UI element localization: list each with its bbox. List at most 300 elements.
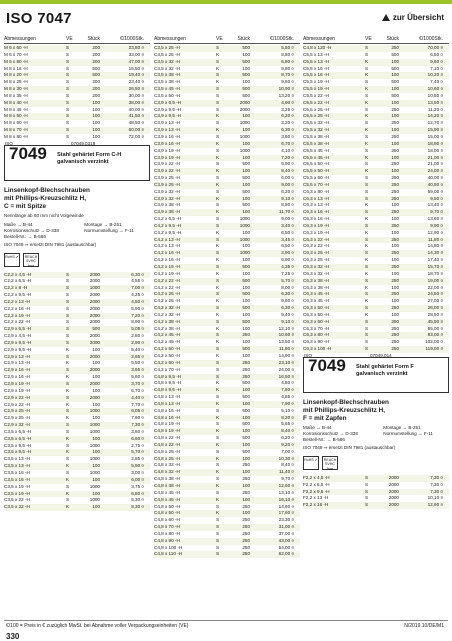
- cell-dims: C2,9 x 9,5 -H: [4, 346, 32, 352]
- cell-qty: 250: [242, 503, 250, 509]
- cell-ve: S: [365, 495, 369, 501]
- cell-price: 2,75 ¤: [131, 442, 144, 448]
- cell-dims: C6,3 x 13 -H: [303, 202, 329, 208]
- header-qty: Stück: [87, 36, 100, 42]
- table-row: [4, 449, 150, 456]
- table-row: [154, 401, 300, 408]
- cell-ve: K: [216, 325, 220, 331]
- cell-dims: C4,8 x 9,5 -H: [154, 380, 182, 386]
- table-row: [303, 346, 449, 353]
- reach-badge: REACH SVHC free: [24, 254, 38, 268]
- ref-link[interactable]: Maße → B-44: [303, 424, 332, 430]
- cell-ve: S: [216, 366, 220, 372]
- cell-dims: C3,9 x 19 -H: [154, 147, 180, 153]
- cell-qty: 2000: [89, 394, 100, 400]
- cell-qty: 500: [242, 421, 250, 427]
- cell-dims: C4,2 x 38 -H: [154, 318, 180, 324]
- header-dims: Abmessungen: [4, 36, 36, 42]
- cell-qty: 1000: [89, 428, 100, 434]
- cell-ve: S: [365, 236, 369, 242]
- cell-dims: F2,2 x 4,5 -H: [303, 474, 330, 480]
- cell-qty: 250: [391, 106, 399, 112]
- table-row: [303, 223, 449, 230]
- cell-qty: 100: [391, 257, 399, 263]
- cell-ve: K: [216, 229, 220, 235]
- cell-ve: S: [66, 79, 70, 85]
- cell-dims: C5,5 x 13 -H: [303, 51, 329, 57]
- cell-ve: K: [365, 270, 369, 276]
- cell-dims: C3,9 x 25 -H: [154, 181, 180, 187]
- cell-ve: S: [216, 202, 220, 208]
- cell-qty: 100: [391, 168, 399, 174]
- cell-dims: C6,3 x 32 -H: [303, 264, 329, 269]
- cell-price: 6,20 ¤: [281, 435, 294, 441]
- cell-price: 24,00 ¤: [278, 366, 294, 372]
- cell-ve: S: [66, 133, 70, 139]
- cell-ve: S: [216, 305, 220, 311]
- cell-dims: C3,5 x 50 -H: [154, 92, 180, 98]
- cell-dims: C2,9 x 25 -H: [4, 408, 30, 414]
- cell-qty: 100: [242, 168, 250, 174]
- cell-qty: 250: [391, 264, 399, 269]
- cell-ve: K: [216, 441, 220, 447]
- cell-dims: C4,2 x 50 -H: [154, 346, 180, 352]
- cell-ve: S: [216, 175, 220, 181]
- ref-link[interactable]: → B-566: [326, 436, 345, 442]
- cell-price: 3,45 ¤: [281, 236, 294, 242]
- cell-dims: C3,9 x 32 -H: [154, 195, 180, 201]
- cell-qty: 250: [242, 530, 250, 536]
- table-row: [4, 93, 150, 100]
- table-row: [303, 271, 449, 278]
- cell-dims: M 8 x 80 -H: [4, 133, 28, 139]
- cell-price: 11,80 ¤: [428, 236, 443, 242]
- cell-dims: C4,2 x 9,5 -H: [154, 222, 182, 228]
- cell-price: 18,70 ¤: [427, 270, 443, 276]
- cell-ve: K: [216, 352, 220, 358]
- cell-qty: 100: [242, 209, 250, 215]
- footer-divider: [4, 620, 448, 621]
- cell-ve: S: [365, 161, 369, 167]
- cell-dims: C3,5 x 13 -H: [4, 456, 30, 462]
- cell-qty: 500: [242, 394, 250, 400]
- cell-dims: C2,2 x 22 -H: [4, 319, 30, 325]
- table-row: [154, 483, 300, 490]
- header-price: €/1000Stk.: [419, 36, 443, 42]
- cell-ve: S: [66, 394, 70, 400]
- table-row: [154, 476, 300, 483]
- cell-price: 5,90 ¤: [131, 463, 144, 469]
- cell-qty: 100: [92, 127, 100, 133]
- cell-price: 48,50 ¤: [128, 120, 144, 126]
- table-row: [4, 292, 150, 299]
- cell-price: 26,00 ¤: [427, 305, 443, 311]
- table-row: [4, 86, 150, 93]
- product-box: [303, 352, 449, 393]
- table-row: [4, 470, 150, 477]
- table-row: [154, 285, 300, 292]
- cell-ve: S: [66, 72, 70, 78]
- cell-dims: C5,5 x 70 -H: [303, 181, 329, 187]
- cell-qty: 100: [242, 441, 250, 447]
- cell-dims: C2,9 x 22 -H: [4, 394, 30, 400]
- cell-ve: K: [216, 380, 220, 386]
- cell-dims: C3,9 x 16 -H: [154, 140, 180, 146]
- table-row: [303, 79, 449, 86]
- cell-dims: C3,5 x 16 -H: [4, 476, 30, 482]
- rohs-badge: RoHS ✔: [303, 456, 319, 470]
- table-row: [154, 223, 300, 230]
- cell-price: 119,00 ¤: [425, 346, 443, 352]
- cell-qty: 2000: [89, 312, 100, 318]
- cell-dims: C4,8 x 13 -H: [154, 400, 180, 406]
- cell-price: 12,90 ¤: [427, 229, 443, 235]
- cell-ve: S: [66, 456, 70, 462]
- cell-dims: C4,2 x 6,5 -H: [154, 216, 182, 222]
- cell-qty: 500: [92, 326, 100, 332]
- cell-dims: C2,9 x 19 -H: [4, 387, 30, 393]
- cell-price: 6,50 ¤: [430, 51, 443, 57]
- cell-qty: 250: [391, 222, 399, 228]
- cell-price: 11,40 ¤: [279, 469, 294, 475]
- cell-qty: 250: [391, 291, 399, 297]
- cell-price: 6,70 ¤: [131, 387, 144, 393]
- table-rows: [4, 272, 150, 512]
- table-row: [4, 395, 150, 402]
- cell-qty: 500: [242, 86, 250, 92]
- cell-dims: C4,8 x 22 -H: [154, 441, 180, 447]
- cell-qty: 2000: [89, 319, 100, 325]
- table-row: [154, 196, 300, 203]
- table-row: [303, 209, 449, 216]
- cell-price: 5,50 ¤: [281, 45, 294, 50]
- cell-price: 11,20 ¤: [428, 106, 443, 112]
- table-row: [303, 230, 449, 237]
- cell-dims: M 8 x 20 -H: [4, 72, 28, 78]
- table-row: [303, 332, 449, 339]
- ref-link[interactable]: Normumstellung → F-11: [84, 227, 134, 233]
- cell-ve: S: [216, 394, 220, 400]
- table-row: [303, 127, 449, 134]
- cell-price: 7,70 ¤: [131, 401, 144, 407]
- cell-price: 40,50 ¤: [427, 181, 443, 187]
- ref-link[interactable]: Korrosionsschutz → D-338: [4, 227, 59, 233]
- cell-price: 26,50 ¤: [128, 86, 144, 92]
- cell-ve: K: [365, 243, 369, 249]
- cell-qty: 500: [242, 72, 250, 78]
- ref-link[interactable]: Montage → B-251: [84, 221, 122, 227]
- table-row: [154, 271, 300, 278]
- cell-ve: S: [365, 318, 369, 324]
- cell-price: 12,70 ¤: [427, 120, 443, 126]
- table-row: [154, 243, 300, 250]
- cell-ve: S: [216, 489, 220, 495]
- cell-ve: K: [216, 65, 220, 71]
- cell-price: 9,20 ¤: [281, 441, 294, 447]
- cell-ve: S: [66, 333, 70, 339]
- cell-price: 9,40 ¤: [281, 311, 294, 317]
- table-row: [303, 285, 449, 292]
- table-row: [4, 306, 150, 313]
- cell-dims: C3,5 x 6,5 -H: [4, 428, 32, 434]
- product-desc: [356, 364, 414, 378]
- cell-ve: K: [365, 86, 369, 92]
- cell-ve: S: [216, 524, 220, 530]
- cell-dims: C6,3 x 90 -H: [303, 339, 329, 345]
- cell-ve: K: [216, 79, 220, 85]
- cell-qty: 250: [242, 544, 250, 550]
- cell-price: 14,80 ¤: [427, 243, 443, 249]
- cell-ve: K: [216, 483, 220, 488]
- table-row: [303, 237, 449, 244]
- cell-price: 8,00 ¤: [281, 284, 294, 290]
- cell-qty: 100: [242, 339, 250, 345]
- cell-price: 15,00 ¤: [427, 133, 443, 139]
- cell-price: 24,50 ¤: [427, 291, 443, 297]
- ref-link[interactable]: Normumstellung → F-11: [383, 430, 433, 436]
- cell-price: 7,20 ¤: [281, 154, 294, 160]
- ref-link[interactable]: → B-566: [27, 233, 46, 239]
- cell-dims: C5,5 x 25 -H: [303, 113, 329, 119]
- cell-qty: 2000: [89, 278, 100, 284]
- cell-qty: 100: [242, 414, 250, 420]
- cell-dims: C5,5 x 25 -H: [303, 106, 329, 112]
- cell-ve: K: [66, 435, 70, 441]
- cell-dims: M 8 x 50 -H: [4, 113, 28, 119]
- table-row: [154, 421, 300, 428]
- cell-dims: F2,2 x 13 -H: [303, 495, 329, 501]
- cell-ve: K: [66, 374, 70, 380]
- cell-qty: 500: [242, 305, 250, 311]
- cell-dims: C4,8 x 90 -H: [154, 537, 180, 543]
- ref-link[interactable]: Korrosionsschutz → D-338: [303, 430, 358, 436]
- cell-ve: K: [216, 270, 220, 276]
- cell-qty: 1000: [239, 250, 250, 256]
- ref-link[interactable]: Montage → B-251: [383, 424, 421, 430]
- cell-dims: C2,9 x 16 -H: [4, 374, 30, 380]
- cell-dims: C6,3 x 16 -H: [303, 209, 329, 215]
- cell-qty: 500: [242, 188, 250, 194]
- cell-dims: C4,2 x 45 -H: [154, 339, 180, 345]
- cell-dims: C6,3 x 22 -H: [303, 243, 329, 249]
- cell-ve: S: [365, 502, 369, 508]
- table-header: [154, 36, 300, 44]
- table-row: [154, 161, 300, 168]
- cell-dims: C4,2 x 50 -H: [154, 352, 180, 358]
- cell-dims: C4,2 x 38 -H: [154, 325, 180, 331]
- table-row: [154, 456, 300, 463]
- cell-qty: 250: [391, 147, 399, 153]
- cell-qty: 250: [391, 325, 399, 331]
- cell-dims: C3,5 x 45 -H: [154, 86, 180, 92]
- cell-qty: 100: [242, 510, 250, 516]
- cell-price: 5,60 ¤: [131, 374, 144, 380]
- cell-ve: S: [216, 147, 220, 153]
- table-row: [303, 326, 449, 333]
- cell-ve: S: [216, 551, 220, 557]
- table-row: [303, 319, 449, 326]
- table-row: [154, 278, 300, 285]
- table-row: [154, 237, 300, 244]
- cell-price: 6,60 ¤: [131, 435, 144, 441]
- cell-price: 47,00 ¤: [128, 58, 144, 64]
- cell-ve: S: [66, 408, 70, 414]
- table-header: [303, 36, 449, 44]
- cell-ve: K: [216, 209, 220, 215]
- cell-qty: 200: [92, 45, 100, 50]
- table-row: [4, 429, 150, 436]
- cell-ve: K: [66, 415, 70, 421]
- cell-dims: C6,3 x 38 -H: [303, 277, 329, 283]
- cell-price: 8,70 ¤: [281, 72, 294, 78]
- table-row: [154, 490, 300, 497]
- cell-price: 7,90 ¤: [281, 400, 294, 406]
- table-row: [4, 477, 150, 484]
- table-rows: [303, 475, 449, 509]
- cell-price: 5,30 ¤: [131, 497, 144, 503]
- cell-ve: K: [365, 127, 369, 133]
- cell-price: 4,80 ¤: [281, 380, 294, 386]
- table-row: [4, 381, 150, 388]
- cell-ve: S: [66, 292, 70, 298]
- cell-ve: K: [365, 154, 369, 160]
- cell-price: 6,50 ¤: [281, 229, 294, 235]
- cell-qty: 100: [391, 86, 399, 92]
- cell-qty: 2000: [388, 495, 399, 501]
- cell-qty: 500: [242, 435, 250, 441]
- cell-dims: C6,3 x 45 -H: [303, 298, 329, 304]
- cell-price: 43,00 ¤: [278, 537, 294, 543]
- table-row: [154, 394, 300, 401]
- cell-price: 9,90 ¤: [430, 222, 443, 228]
- cell-price: 12,60 ¤: [427, 502, 443, 508]
- table-row: [154, 442, 300, 449]
- cell-price: 5,70 ¤: [131, 449, 144, 455]
- cell-dims: C4,2 x 70 -H: [154, 366, 180, 372]
- cell-dims: C4,8 x 19 -H: [154, 421, 180, 427]
- cell-price: 5,70 ¤: [281, 277, 294, 283]
- ref-link[interactable]: Maße → B-44: [4, 221, 33, 227]
- cell-qty: 100: [391, 99, 399, 105]
- cell-dims: C3,9 x 13 -H: [154, 120, 180, 126]
- cell-ve: S: [66, 298, 70, 304]
- cell-price: 7,80 ¤: [281, 387, 294, 393]
- cell-qty: 100: [391, 202, 399, 208]
- cell-price: 6,80 ¤: [131, 490, 144, 496]
- table-row: [154, 230, 300, 237]
- cell-price: 9,50 ¤: [430, 195, 443, 201]
- cell-ve: S: [365, 175, 369, 181]
- cell-price: 8,90 ¤: [131, 319, 144, 325]
- header-ve: VE: [66, 36, 73, 42]
- cell-price: 4,10 ¤: [281, 147, 294, 153]
- cell-price: 10,50 ¤: [427, 92, 443, 98]
- cell-dims: C4,2 x 32 -H: [154, 311, 180, 317]
- table-row: [154, 148, 300, 155]
- cell-qty: 100: [92, 106, 100, 112]
- cell-ve: K: [365, 202, 369, 208]
- footer-note: €/100 = Preis in € zuzüglich MwSt. bei Abnahme voller Verpackungseinheiten (VE): [6, 623, 189, 629]
- cell-price: 3,90 ¤: [281, 250, 294, 256]
- cell-qty: 500: [242, 175, 250, 181]
- table-row: [4, 299, 150, 306]
- cell-price: 19,00 ¤: [427, 277, 443, 283]
- cell-ve: S: [216, 503, 220, 509]
- cell-dims: C4,8 x 32 -H: [154, 462, 180, 468]
- cell-ve: K: [216, 455, 220, 461]
- table-row: [154, 435, 300, 442]
- cell-dims: C6,3 x 25 -H: [303, 250, 329, 256]
- cell-ve: S: [66, 106, 70, 112]
- cell-dims: C4,8 x 19 -H: [154, 428, 180, 434]
- cell-ve: S: [66, 120, 70, 126]
- iso-tag: ISO: [304, 352, 312, 358]
- cell-dims: C5,5 x 22 -H: [303, 99, 329, 105]
- cell-dims: C5,5 x 45 -H: [303, 147, 329, 153]
- cell-dims: C4,8 x 38 -H: [154, 476, 180, 482]
- cell-ve: S: [216, 236, 220, 242]
- cell-qty: 100: [391, 127, 399, 133]
- table-row: [4, 360, 150, 367]
- table-row: [154, 79, 300, 86]
- table-row: [303, 189, 449, 196]
- cell-dims: C3,5 x 38 -H: [154, 79, 180, 85]
- table-row: [303, 312, 449, 319]
- cell-dims: C4,8 x 100 -H: [154, 544, 183, 550]
- cell-dims: C5,5 x 16 -H: [303, 72, 329, 78]
- cell-price: 3,75 ¤: [131, 483, 144, 489]
- cell-dims: C4,8 x 25 -H: [154, 455, 180, 461]
- table-row: [154, 415, 300, 422]
- table-row: [303, 250, 449, 257]
- cell-ve: K: [216, 195, 220, 201]
- table-row: [4, 52, 150, 59]
- cell-ve: S: [365, 277, 369, 283]
- product-note: Nennlänge ab 60 mm nicht Volgewinde: [4, 212, 84, 218]
- cell-dims: C4,8 x 25 -H: [154, 448, 180, 454]
- cell-dims: C6,3 x 100 -H: [303, 346, 332, 352]
- desc-line: galvanisch verzinkt: [57, 158, 109, 165]
- table-row: [154, 387, 300, 394]
- table-row: [154, 86, 300, 93]
- cell-dims: C4,8 x 32 -H: [154, 469, 180, 475]
- cell-qty: 250: [391, 120, 399, 126]
- cell-price: 23,10 ¤: [278, 359, 294, 365]
- table-row: [4, 402, 150, 409]
- table-row: [303, 52, 449, 59]
- cell-price: 9,60 ¤: [430, 58, 443, 64]
- cell-price: 11,70 ¤: [279, 209, 294, 215]
- table-row: [154, 59, 300, 66]
- cell-dims: M 8 x 35 -H: [4, 92, 28, 98]
- table-row: [154, 120, 300, 127]
- cell-qty: 100: [92, 435, 100, 441]
- top-accent-bar: [0, 0, 452, 4]
- cell-price: 8,80 ¤: [281, 202, 294, 208]
- product-title: [303, 399, 449, 423]
- cell-ve: S: [66, 305, 70, 311]
- cell-ve: K: [66, 476, 70, 482]
- overview-link[interactable]: [382, 13, 444, 22]
- cell-dims: C4,8 x 38 -H: [154, 483, 180, 488]
- table-row: [303, 196, 449, 203]
- table-row: [4, 79, 150, 86]
- cell-ve: S: [216, 476, 220, 482]
- cell-qty: 100: [242, 400, 250, 406]
- cell-price: 7,25 ¤: [281, 270, 294, 276]
- cell-ve: S: [216, 448, 220, 454]
- cell-ve: S: [66, 285, 70, 291]
